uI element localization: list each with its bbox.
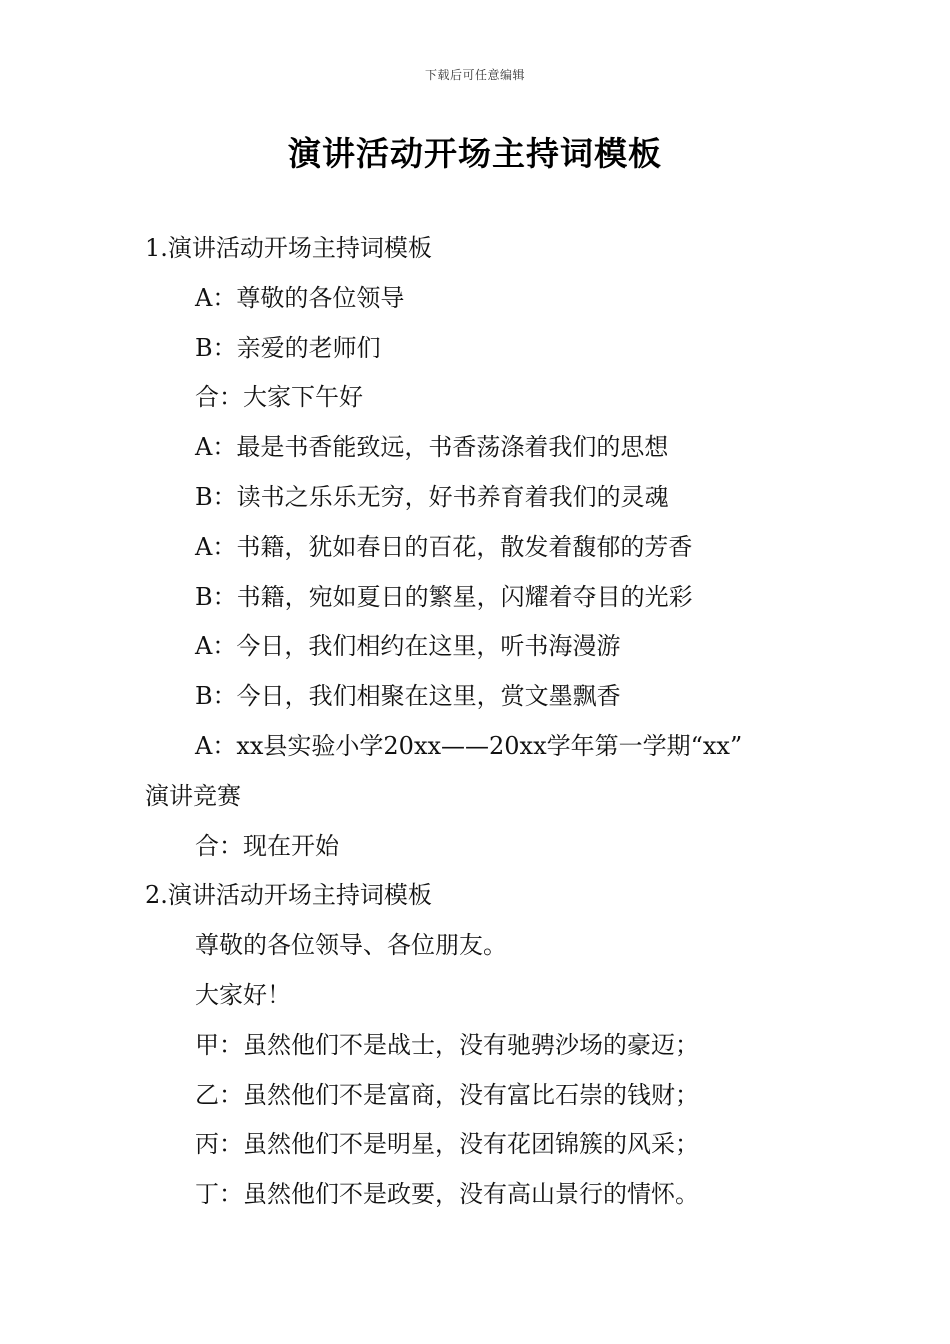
body-line: B：书籍，宛如夏日的繁星，闪耀着夺目的光彩 [195, 582, 693, 611]
body-line: 乙：虽然他们不是富商，没有富比石崇的钱财； [195, 1080, 699, 1109]
body-line: 丁：虽然他们不是政要，没有高山景行的情怀。 [195, 1180, 699, 1209]
body-line: 丙：虽然他们不是明星，没有花团锦簇的风采； [195, 1130, 699, 1159]
body-line: A：尊敬的各位领导 [195, 283, 405, 312]
body-line-continuation: 演讲竞赛 [145, 781, 241, 810]
body-line: B：今日，我们相聚在这里，赏文墨飘香 [195, 682, 621, 711]
header-note: 下载后可任意编辑 [424, 68, 525, 82]
body-line: 尊敬的各位领导、各位朋友。 [195, 931, 507, 960]
section-heading-1: 1.演讲活动开场主持词模板 [145, 234, 432, 262]
body-line: A：今日，我们相约在这里，听书海漫游 [195, 632, 621, 661]
body-line: 合：大家下午好 [195, 383, 363, 412]
document-body [145, 224, 810, 1220]
body-line: A：书籍，犹如春日的百花，散发着馥郁的芳香 [195, 532, 693, 561]
body-line: A：xx县实验小学20xx——20xx学年第一学期“xx” [195, 731, 743, 760]
body-line: B：读书之乐乐无穷，好书养育着我们的灵魂 [195, 482, 669, 511]
body-line: 合：现在开始 [195, 831, 339, 860]
body-line: 大家好！ [195, 980, 291, 1009]
body-line: A：最是书香能致远，书香荡涤着我们的思想 [195, 433, 669, 462]
section-heading-2: 2.演讲活动开场主持词模板 [145, 881, 432, 910]
body-line: 甲：虽然他们不是战士，没有驰骋沙场的豪迈； [195, 1030, 699, 1059]
document-title: 演讲活动开场主持词模板 [288, 134, 662, 173]
body-line: B：亲爱的老师们 [195, 333, 381, 362]
